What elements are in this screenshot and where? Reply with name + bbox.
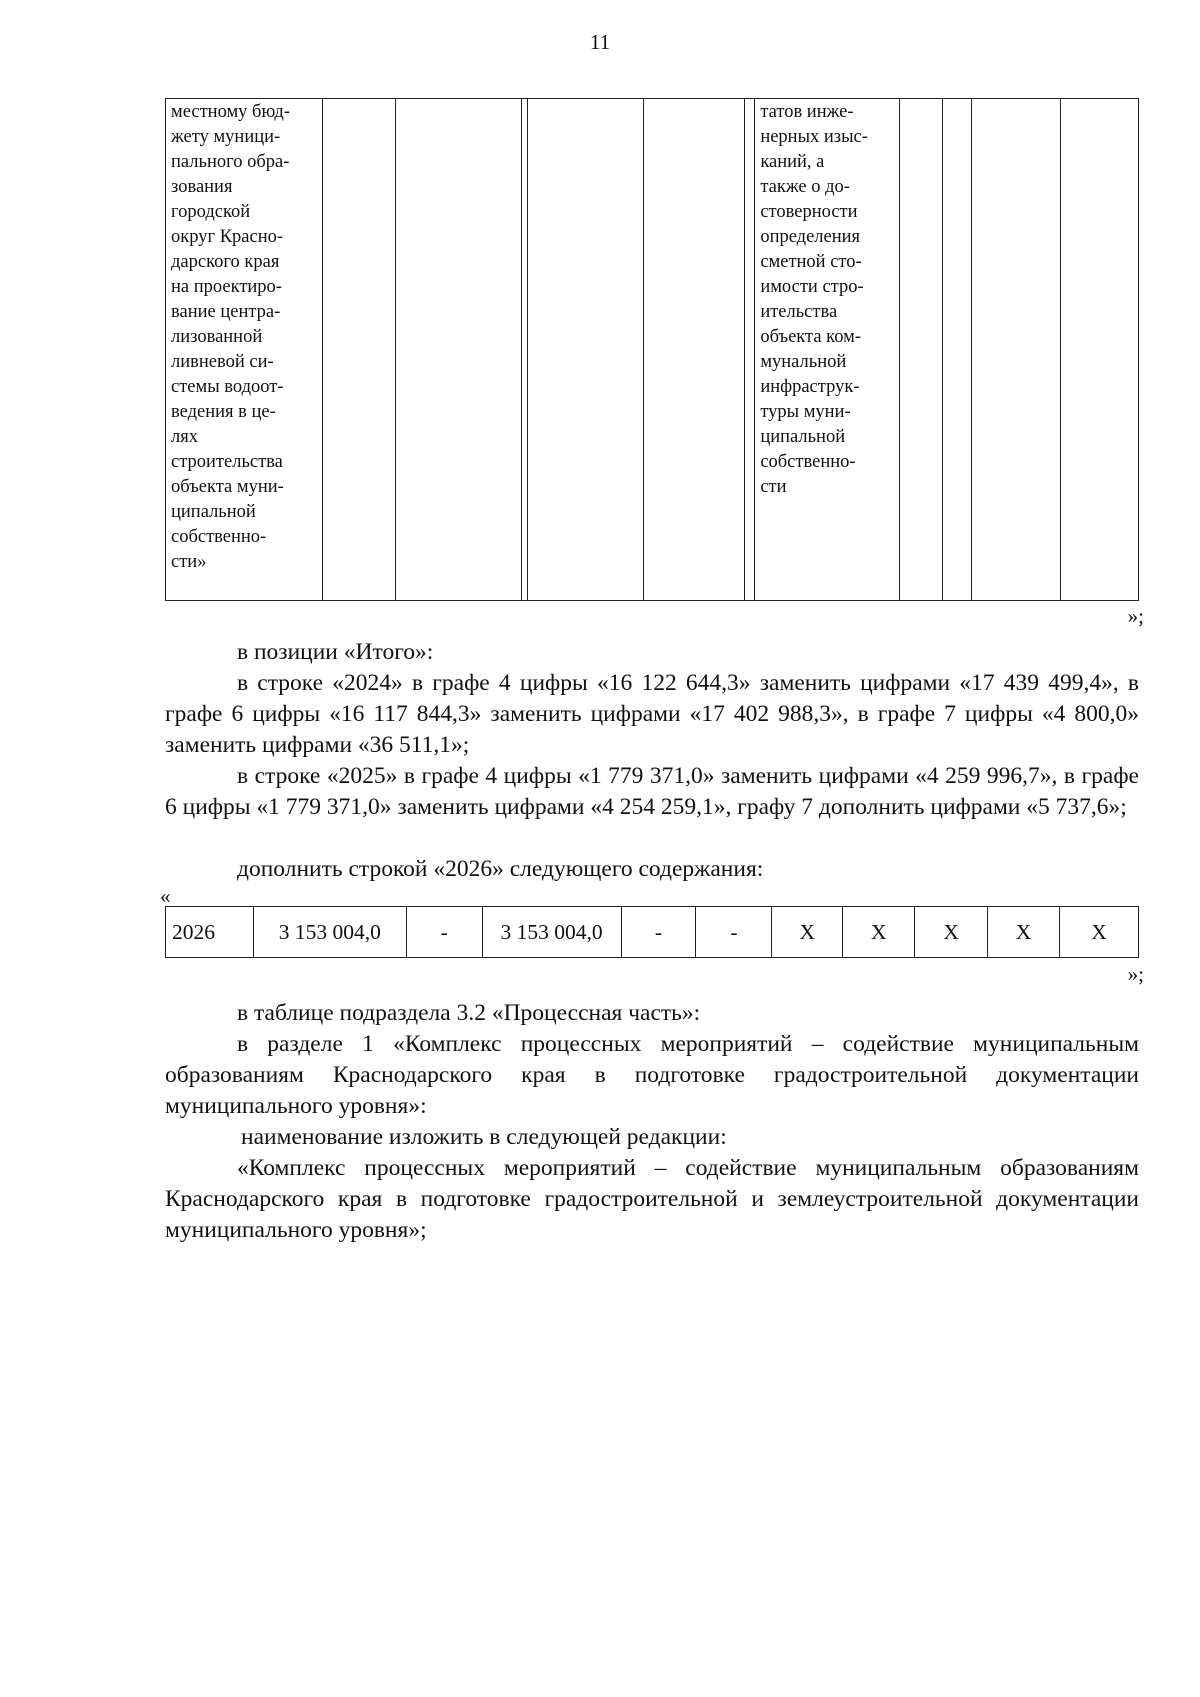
table-cell: - bbox=[621, 907, 696, 958]
paragraph-itogo: в позиции «Итого»: bbox=[237, 639, 434, 665]
table-cell: - bbox=[696, 907, 772, 958]
continuation-table bbox=[165, 98, 1139, 601]
table-cell bbox=[527, 99, 644, 601]
table-cell: 2026 bbox=[166, 907, 254, 958]
table-row bbox=[166, 99, 1139, 601]
table-cell: X bbox=[915, 907, 988, 958]
table-cell bbox=[1061, 99, 1139, 601]
closing-quote: »; bbox=[1127, 962, 1144, 986]
table-cell bbox=[322, 99, 395, 601]
row-2026-table bbox=[165, 906, 1139, 958]
cell-text-result: татов инже- нерных изыс- каний, а также о до- стоверности определения сметной сто- имости стро- ительства объекта ком- мунальной инфраструк- туры муни- ципальной собственно- сти bbox=[760, 102, 868, 497]
table-row bbox=[166, 907, 1139, 958]
paragraph-2025: в строке «2025» в графе 4 цифры «1 779 371,0» заменить цифрами «4 259 996,7», в графе 6 цифры «1 779 371,0» заменить цифрами «4 254 259,1», графу 7 дополнить цифрами «5 737,6»; bbox=[165, 763, 1139, 820]
paragraph-section-1: в разделе 1 «Комплекс процессных мероприятий – содействие муниципальным образованиям Краснодарского края в подготовке градостроительной документации муниципального уровня»: bbox=[165, 1031, 1139, 1119]
table-cell: 3 153 004,0 bbox=[253, 907, 406, 958]
opening-quote: « bbox=[160, 884, 171, 908]
table-cell: X bbox=[988, 907, 1060, 958]
table-cell bbox=[943, 99, 972, 601]
paragraph-add-2026: дополнить строкой «2026» следующего содержания: bbox=[237, 856, 764, 882]
table-cell: X bbox=[1060, 907, 1139, 958]
closing-quote: »; bbox=[1127, 604, 1144, 628]
table-cell: X bbox=[772, 907, 843, 958]
table-cell bbox=[745, 99, 755, 601]
table-cell: 3 153 004,0 bbox=[482, 907, 621, 958]
table-cell bbox=[166, 99, 323, 601]
paragraph-2024: в строке «2024» в графе 4 цифры «16 122 644,3» заменить цифрами «17 439 499,4», в графе 6 цифры «16 117 844,3» заменить цифрами «17 402 988,3», в графе 7 цифры «4 800,0» заменить цифрами «36 511,1»; bbox=[165, 670, 1139, 758]
paragraph-table-3-2: в таблице подраздела 3.2 «Процессная часть»: bbox=[237, 1000, 701, 1026]
table-cell bbox=[395, 99, 521, 601]
cell-text-purpose: местному бюд- жету муници- пального обра- зования городской округ Красно- дарского края на проектиро- вание центра- лизованной ливневой си- стемы водоот- ведения в це- лях строительства объекта муни- ципальной собственно- сти» bbox=[171, 102, 290, 572]
table-cell bbox=[644, 99, 745, 601]
table-cell bbox=[755, 99, 900, 601]
page-number: 11 bbox=[589, 30, 611, 54]
table-cell: X bbox=[843, 907, 915, 958]
table-cell: - bbox=[406, 907, 482, 958]
table-cell bbox=[972, 99, 1061, 601]
table-cell bbox=[900, 99, 943, 601]
paragraph-new-name: «Комплекс процессных мероприятий – содействие муниципальным образованиям Краснодарского края в подготовке градостроительной и землеустроительной документации муниципального уровня»; bbox=[165, 1155, 1139, 1243]
paragraph-name-edit: наименование изложить в следующей редакции: bbox=[241, 1124, 727, 1150]
